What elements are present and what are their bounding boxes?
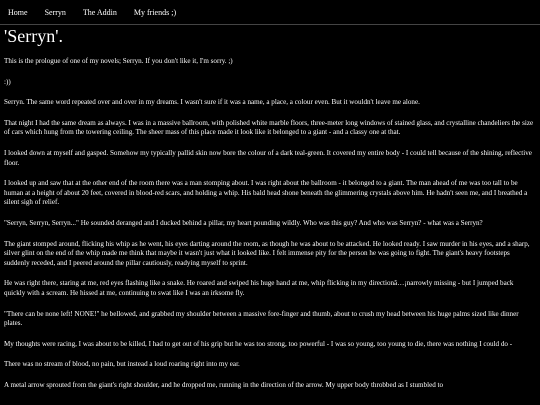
top-nav (0, 0, 540, 25)
paragraph-8: "There can be none left! NONE!" he bellowed, and grabbed my shoulder between a massive fore-finger and thumb, about to crush my head between his huge palms sized like dinner plates. (4, 309, 519, 328)
paragraph-9: My thoughts were racing, I was about to be killed, I had to get out of his grip but he was too strong, too powerful - I was so young, too young to die, there was nothing I could do - (4, 339, 513, 348)
main-content (0, 26, 540, 390)
paragraph-10: There was no stream of blood, no pain, but instead a loud roaring right into my ear. (4, 360, 240, 369)
nav-link-the-addin[interactable]: The Addin (82, 7, 117, 17)
nav-link-my-friends[interactable]: My friends ;) (133, 7, 177, 17)
paragraph-7: He was right there, staring at me, red eyes flashing like a snake. He roared and swiped his huge hand at me, whip flicking in my directionâ…¡narrowly missing - but I jumped back quickly with a scream. He hissed at me, continuing to swat like I was an irksome fly. (4, 279, 514, 297)
paragraph-intro: This is the prologue of one of my novels; Serryn. If you don't like it, I'm sorry. ;) (4, 57, 233, 65)
paragraph-6: The giant stomped around, flicking his whip as he went, his eyes darting around the room, as though he was about to be attacked. He looked ready. I saw murder in his eyes, and a sharp, silver glint on the end of the whip made me think that maybe it wasn't just what it looked like. I felt immense pity for the person he was going to fight. The giant's heavy footsteps suddenly receded, and I peered around the pillar cautiously, readying myself to sprint. (4, 239, 530, 267)
paragraph-1: Serryn. The same word repeated over and over in my dreams. I wasn't sure if it was a name, a place, a colour even. But it wouldn't leave me alone. (4, 98, 420, 107)
paragraph-11: A metal arrow sprouted from the giant's right shoulder, and he dropped me, running in the direction of the arrow. My upper body throbbed as I stumbled to (4, 380, 444, 389)
paragraph-smiley: :)) (4, 77, 11, 86)
paragraph-4: I looked up and saw that at the other end of the room there was a man stomping about. I was right about the ballroom - it belonged to a giant. The man ahead of me was too tall to be human at a height of about 20 feet, covered in blood-red scars, and holding a whip. His bald head shone beneath the glimmering crystals above him. He hadn't seen me, and I breathed a silent sigh of relief. (4, 179, 528, 207)
nav-link-home[interactable]: Home (8, 7, 28, 17)
paragraph-2: That night I had the same dream as always. I was in a massive ballroom, with polished white marble floors, three-meter long windows of stained glass, and crystalline chandeliers the size of cars which hung from the towering ceiling. The sheer mass of this place made it look like it belonged to a giant - and a classy one at that. (4, 118, 534, 137)
paragraph-3: I looked down at myself and gasped. Somehow my typically pallid skin now bore the colour of a dark teal-green. It covered my entire body - I could tell because of the shining, reflective floor. (4, 148, 532, 167)
page-title: 'Serryn'. (4, 26, 63, 46)
paragraph-5: "Serryn, Serryn, Serryn..." He sounded deranged and I ducked behind a pillar, my heart pounding wildly. Who was this guy? And who was Serryn? - what was a Serryn? (4, 218, 483, 227)
nav-link-serryn[interactable]: Serryn (44, 7, 66, 17)
